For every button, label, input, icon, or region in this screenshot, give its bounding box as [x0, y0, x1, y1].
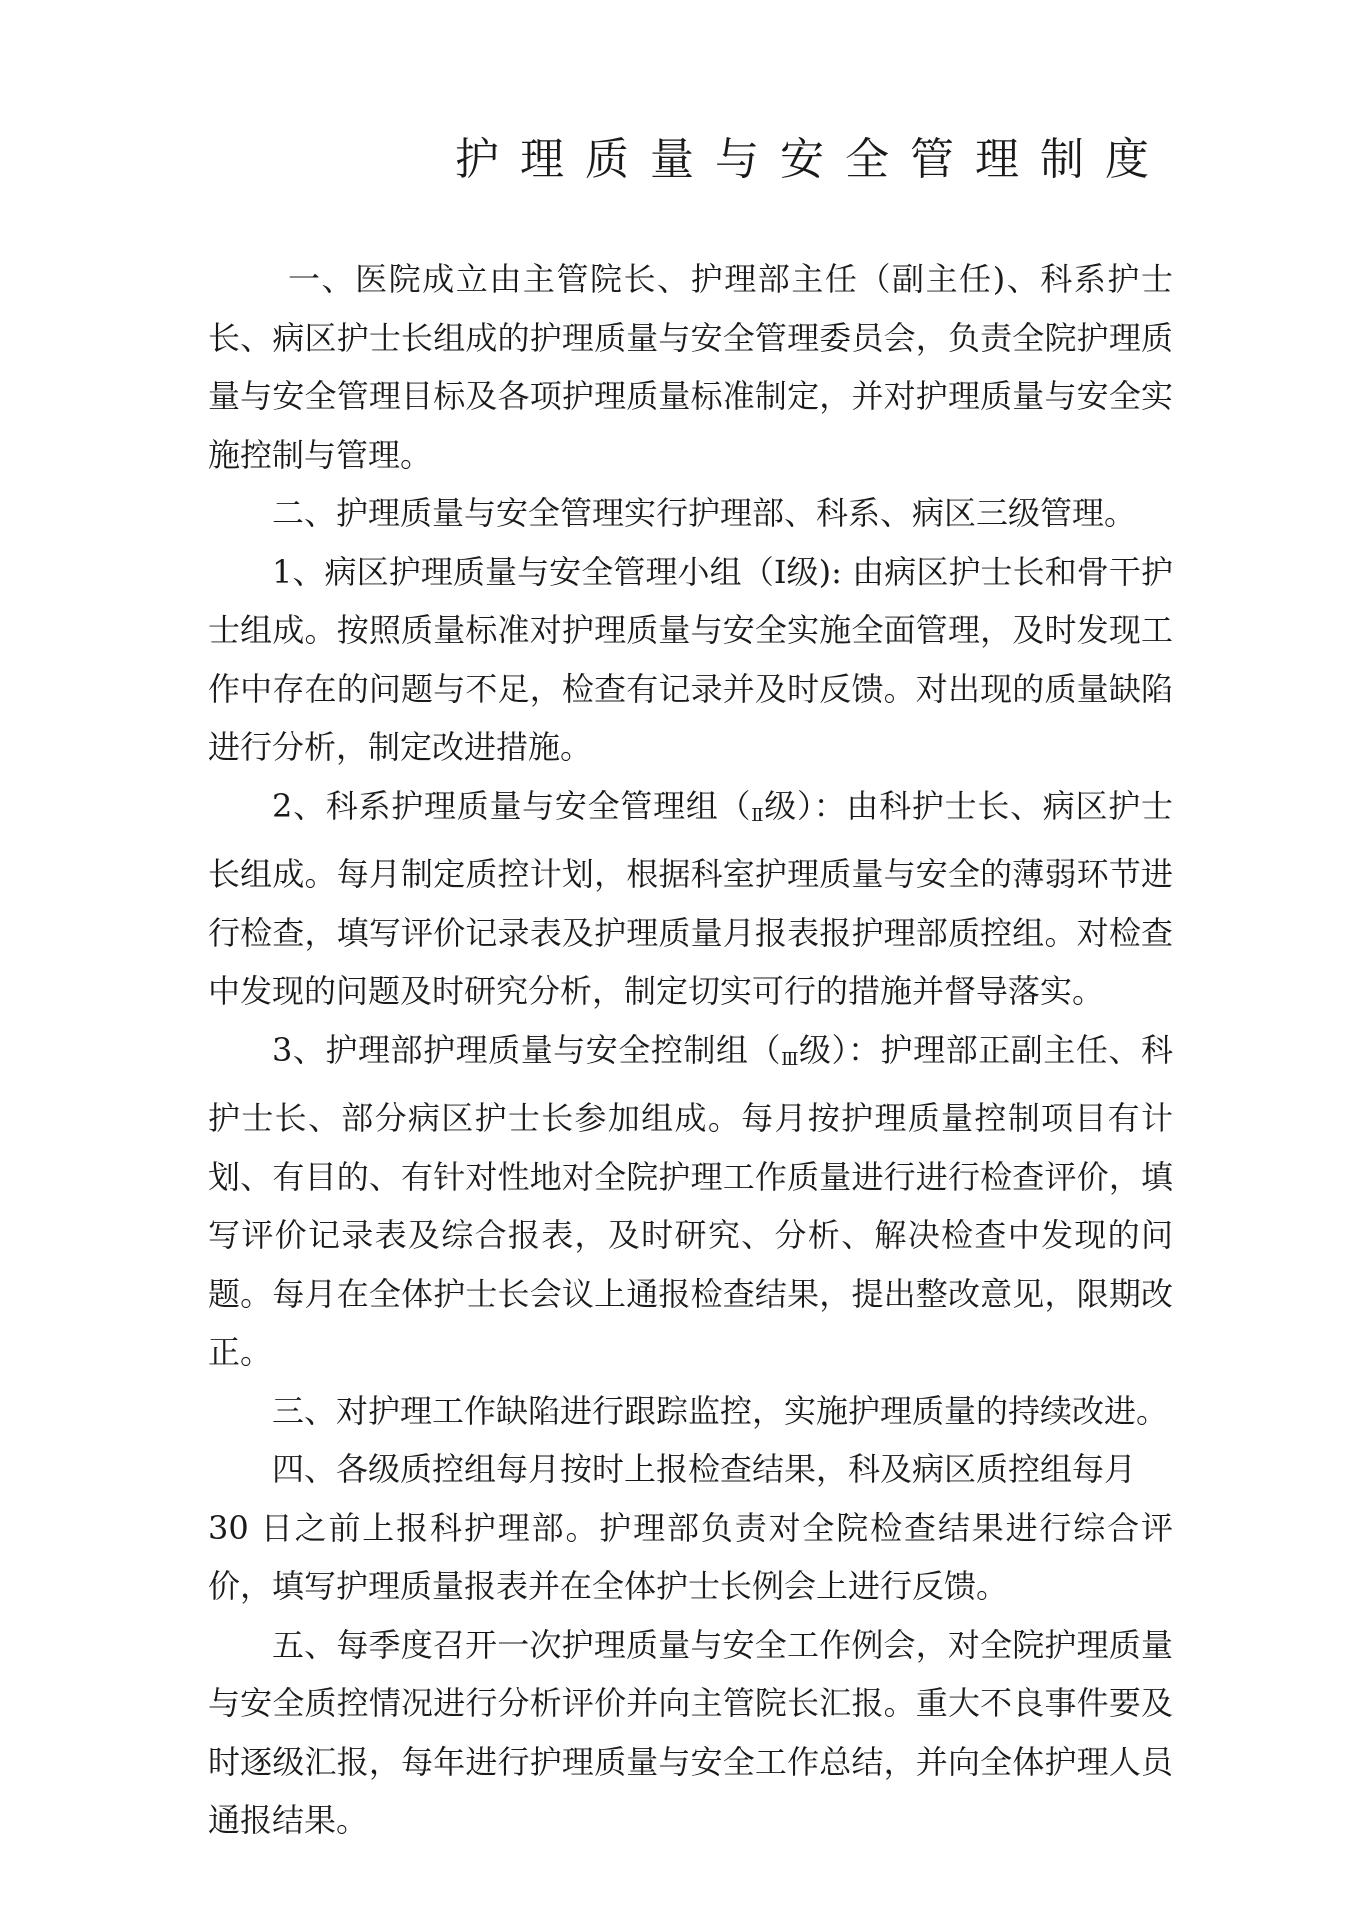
paragraph-level-3-rest: 级）：护理部正副主任、科护士长、部分病区护士长参加组成。每月按护理质量控制项目有计划、有目的、有针对性地对全院护理工作质量进行进行检查评价，填写评价记录表及综合报表，及时研究、分析、解决检查中发现的问题。每月在全体护士长会议上通报检查结果，提出整改意见，限期改正。	[208, 1030, 1173, 1371]
paragraph-level-3-lead: 3、护理部护理质量与安全控制组（	[272, 1030, 782, 1069]
paragraph-level-2-rest: 级）：由科护士长、病区护士长组成。每月制定质控计划，根据科室护理质量与安全的薄弱环节进行检查，填写评价记录表及护理质量月报表报护理部质控组。对检查中发现的问题及时研究分析，制定切实可行的措施并督导落实。	[208, 786, 1173, 1010]
paragraph-4-rest: 30 日之前上报科护理部。护理部负责对全院检查结果进行综合评价，填写护理质量报表并在全体护士长例会上进行反馈。	[208, 1508, 1173, 1605]
paragraph-4-line1: 四、各级质控组每月按时上报检查结果，科及病区质控组每月	[272, 1450, 1137, 1488]
paragraph-1: 一、医院成立由主管院长、护理部主任（副主任)、科系护士长、病区护士长组成的护理质量与安全管理委员会，负责全院护理质量与安全管理目标及各项护理质量标准制定，并对护理质量与安全实施控制与管理。	[208, 260, 1173, 474]
paragraph-2: 二、护理质量与安全管理实行护理部、科系、病区三级管理。	[272, 494, 1137, 532]
level-3-numeral: Ⅲ	[781, 1048, 799, 1070]
paragraph-3: 三、对护理工作缺陷进行跟踪监控，实施护理质量的持续改进。	[272, 1391, 1169, 1430]
paragraph-5: 五、每季度召开一次护理质量与安全工作例会，对全院护理质量与安全质控情况进行分析评价并向主管院长汇报。重大不良事件要及时逐级汇报，每年进行护理质量与安全工作总结，并向全体护理人员通报结果。	[208, 1625, 1173, 1839]
paragraph-level-2	[208, 777, 1173, 1021]
paragraph-level-1: 1、病区护理质量与安全管理小组（Ⅰ级): 由病区护士长和骨干护士组成。按照质量标准对护理质量与安全实施全面管理，及时发现工作中存在的问题与不足，检查有记录并及时反馈。对出现的质量缺陷进行分析，制定改进措施。	[208, 552, 1173, 766]
paragraph-level-3	[208, 1021, 1173, 1382]
page-title: 护理质量与安全管理制度	[455, 134, 1170, 185]
document-body	[208, 250, 1173, 1850]
paragraph-level-2-lead: 2、科系护理质量与安全管理组（	[272, 786, 752, 825]
level-2-numeral: Ⅱ	[751, 804, 765, 826]
